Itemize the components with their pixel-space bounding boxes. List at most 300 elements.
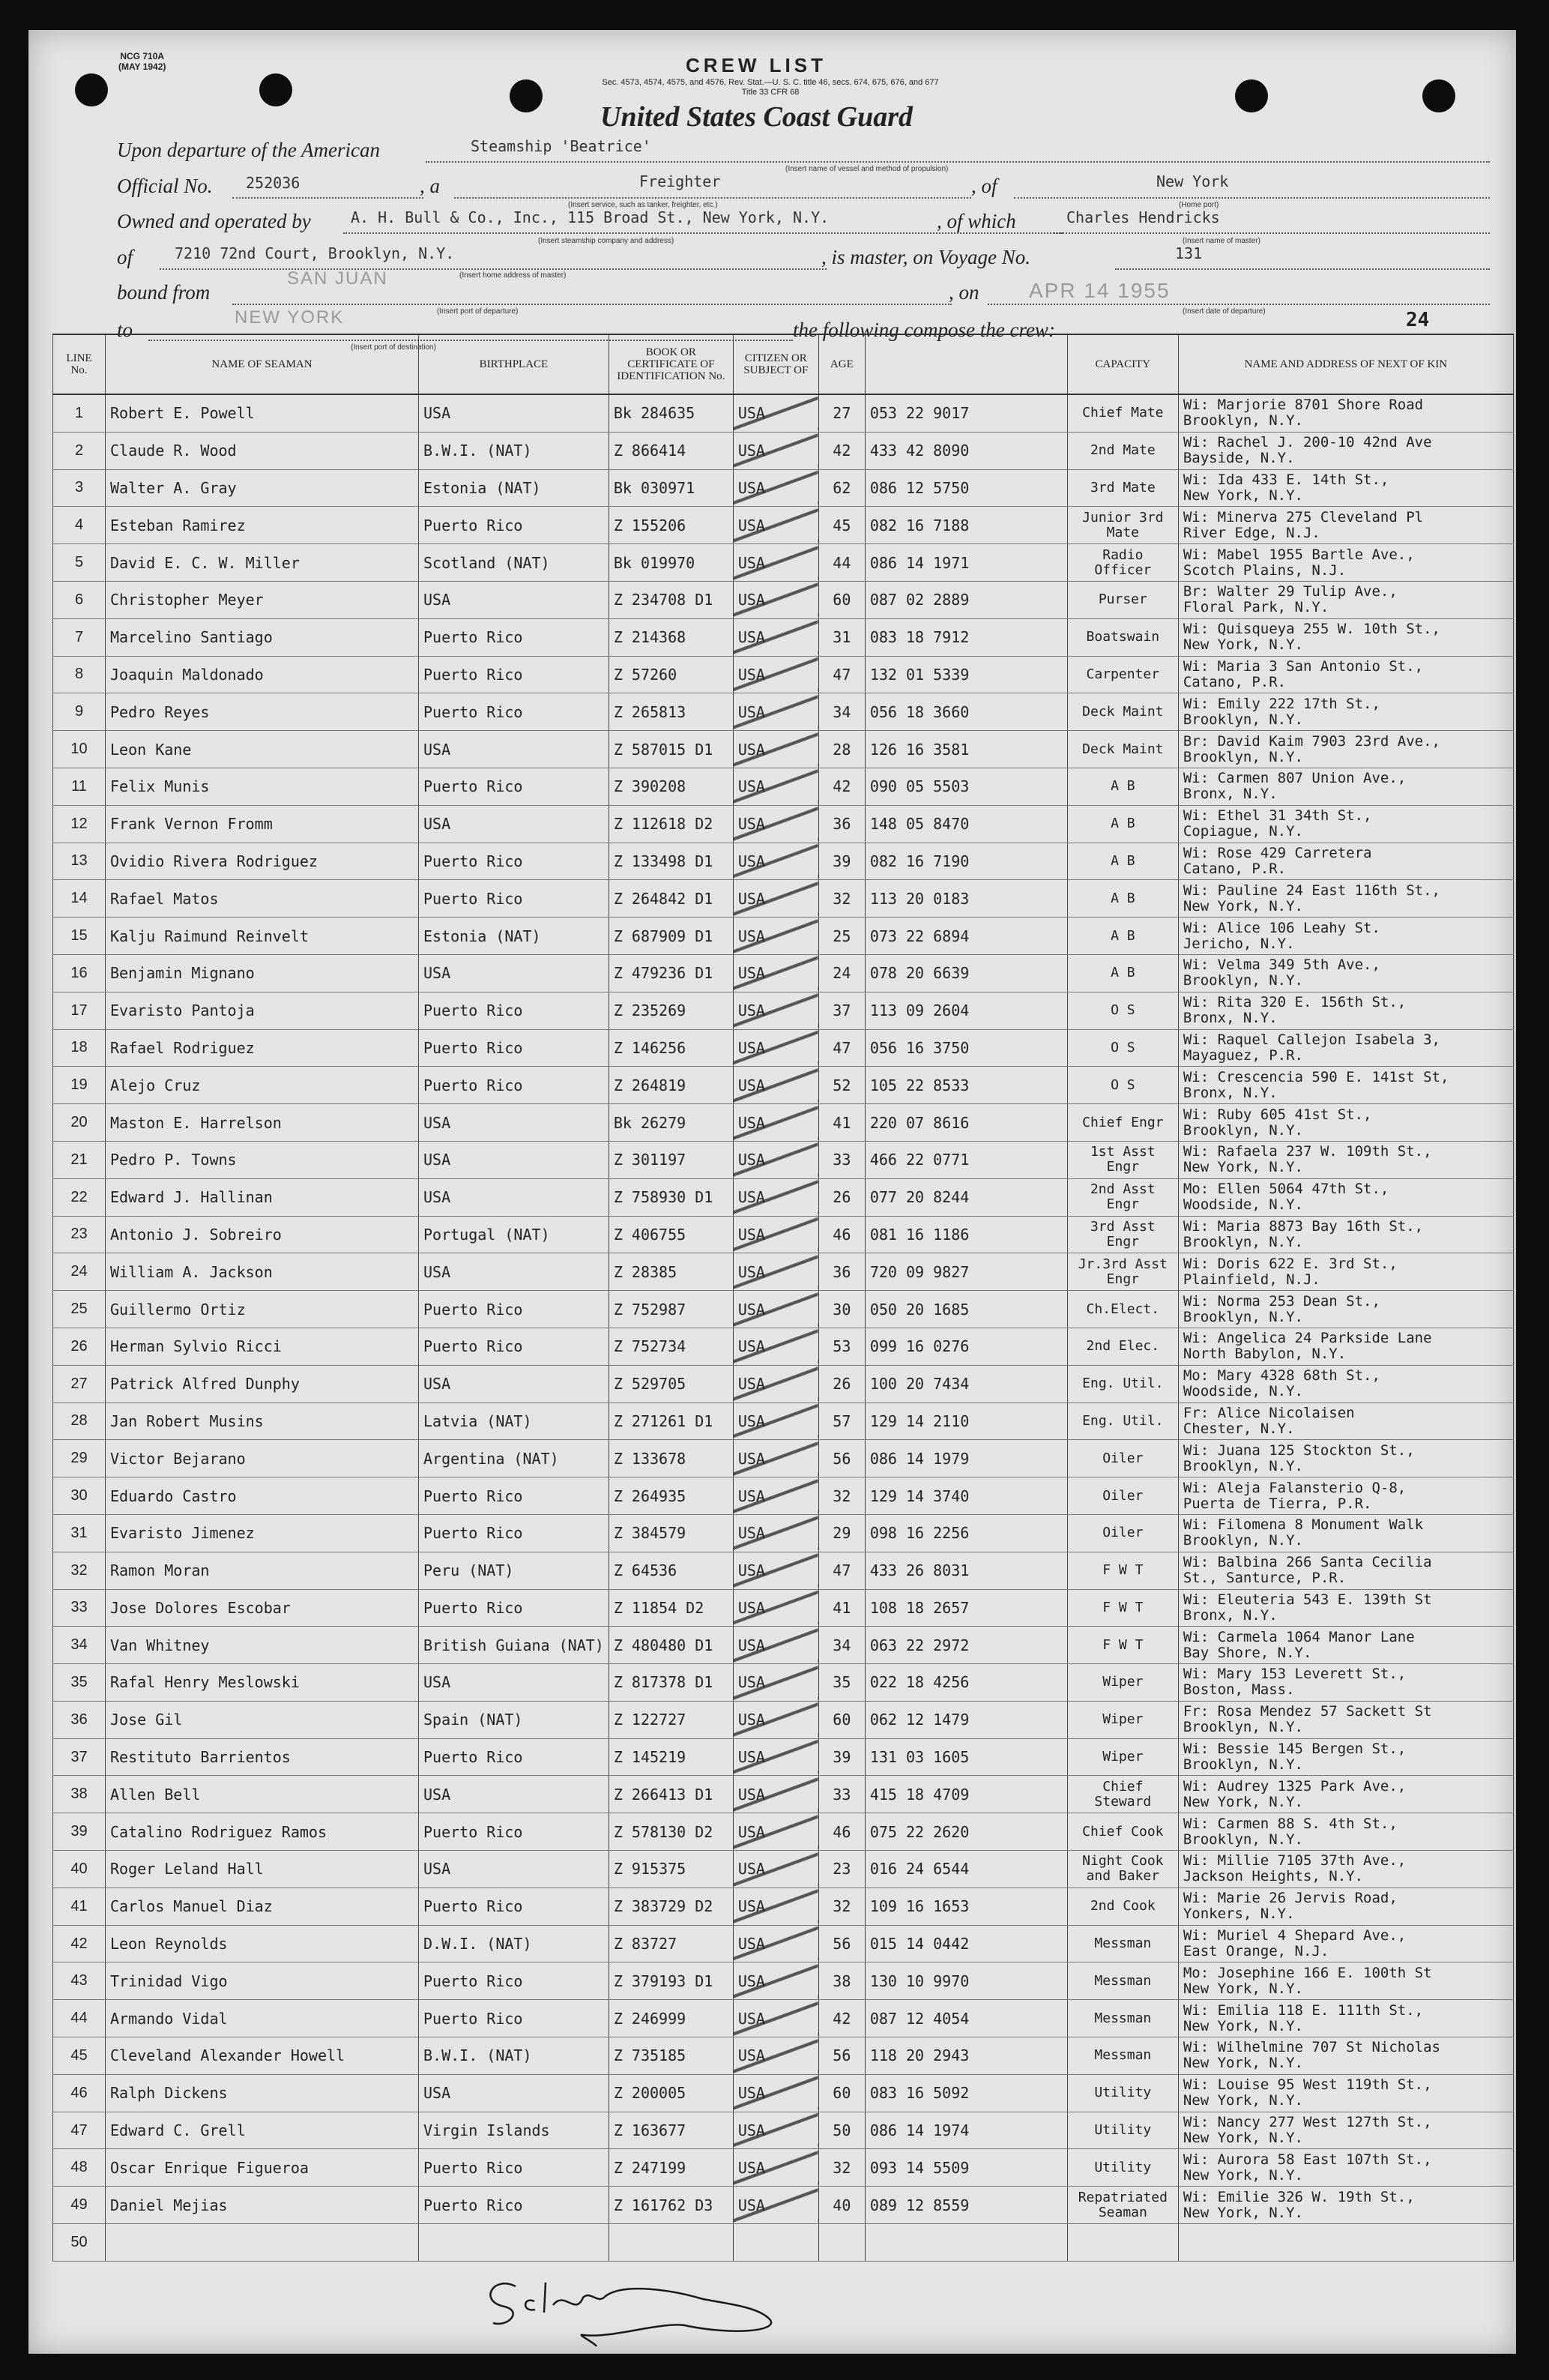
citizenship-cell: USA [733,2074,818,2112]
table-row [53,581,1514,618]
kin-name-line: Wi: Aurora 58 East 107th St., [1183,2151,1432,2168]
next-of-kin-cell [1178,1962,1513,2000]
next-of-kin-cell [1178,1291,1513,1328]
of-label: , of [971,175,997,197]
social-security-number-cell: 086 14 1979 [865,1440,1067,1477]
citizenship-cell: USA [733,954,818,992]
next-of-kin-cell [1178,1664,1513,1702]
seaman-name-cell: Evaristo Jimenez [106,1514,419,1552]
next-of-kin-cell [1178,507,1513,544]
age-cell: 32 [818,1477,865,1515]
book-number-cell: Z 752987 [609,1291,733,1328]
next-of-kin-cell [1178,693,1513,731]
capacity-cell: 1st Asst Engr [1067,1141,1178,1178]
line-number-cell: 18 [53,1029,106,1067]
capacity-cell: 3rd Asst Engr [1067,1216,1178,1253]
kin-name-line: Wi: Ethel 31 34th St., [1183,807,1372,825]
line-number-cell: 27 [53,1365,106,1403]
birthplace-cell: Puerto Rico [419,1291,609,1328]
birthplace-cell: Puerto Rico [419,843,609,880]
birthplace-cell: Latvia (NAT) [419,1403,609,1440]
kin-name-line: Wi: Mabel 1955 Bartle Ave., [1183,546,1415,563]
capacity-cell: 3rd Mate [1067,469,1178,507]
citizenship-cell: USA [733,469,818,507]
birthplace-cell: Peru (NAT) [419,1552,609,1589]
kin-address-line: New York, N.Y. [1183,897,1303,915]
line-number-cell: 14 [53,880,106,918]
social-security-number-cell: 086 12 5750 [865,469,1067,507]
kin-address-line: Yonkers, N.Y. [1183,1905,1295,1923]
col-age: AGE [818,334,865,394]
seaman-name-cell: Jose Gil [106,1701,419,1738]
age-cell: 33 [818,1141,865,1178]
table-row [53,1477,1514,1515]
next-of-kin-cell [1178,1552,1513,1589]
line-number-cell: 11 [53,768,106,805]
kin-address-line: Woodside, N.Y. [1183,1383,1303,1400]
kin-address-line: New York, N.Y. [1183,2130,1303,2147]
book-number-cell: Z 383729 D2 [609,1888,733,1925]
birthplace-cell: British Guiana (NAT) [419,1627,609,1664]
citizenship-cell: USA [733,2037,818,2075]
citizenship-cell: USA [733,1403,818,1440]
line-number-cell: 22 [53,1178,106,1216]
age-cell: 41 [818,1589,865,1627]
col-ssn [865,334,1067,394]
line-number-cell: 49 [53,2187,106,2224]
kin-address-line: New York, N.Y. [1183,1793,1303,1810]
field-line [1054,232,1490,234]
line-number-cell: 8 [53,656,106,693]
citizenship-cell: USA [733,693,818,731]
birthplace-cell: USA [419,581,609,618]
book-number-cell: Z 112618 D2 [609,805,733,843]
citizenship-cell: USA [733,1029,818,1067]
capacity-cell: A B [1067,768,1178,805]
age-cell: 27 [818,394,865,432]
seaman-name-cell: Kalju Raimund Reinvelt [106,918,419,955]
birthplace-cell: Puerto Rico [419,618,609,656]
social-security-number-cell: 086 14 1974 [865,2112,1067,2149]
seaman-name-cell: Ramon Moran [106,1552,419,1589]
line-number-cell: 7 [53,618,106,656]
line-number-cell: 50 [53,2224,106,2262]
bound-from-label: bound from [117,281,211,304]
line-number-cell: 47 [53,2112,106,2149]
seaman-name-cell: Carlos Manuel Diaz [106,1888,419,1925]
seaman-name-cell: Catalino Rodriguez Ramos [106,1813,419,1851]
kin-name-line: Br: Walter 29 Tulip Ave., [1183,583,1398,600]
kin-address-line: Bronx, N.Y. [1183,786,1278,803]
kin-address-line: St., Santurce, P.R. [1183,1570,1347,1587]
age-cell: 26 [818,1365,865,1403]
line-number-cell: 20 [53,1104,106,1142]
line-number-cell: 42 [53,1925,106,1962]
kin-address-line: New York, N.Y. [1183,1159,1303,1176]
capacity-cell: Junior 3rd Mate [1067,507,1178,544]
age-cell: 42 [818,768,865,805]
capacity-cell: Chief Mate [1067,394,1178,432]
kin-name-line: Wi: Rita 320 E. 156th St., [1183,994,1407,1011]
next-of-kin-cell [1178,1477,1513,1515]
social-security-number-cell: 099 16 0276 [865,1328,1067,1365]
kin-name-line: Mo: Josephine 166 E. 100th St [1183,1964,1432,1981]
book-number-cell: Z 200005 [609,2074,733,2112]
book-number-cell: Z 161762 D3 [609,2187,733,2224]
citizenship-cell: USA [733,1776,818,1813]
kin-address-line: Brooklyn, N.Y. [1183,1121,1303,1139]
citizenship-cell: USA [733,581,818,618]
capacity-cell: A B [1067,880,1178,918]
birthplace-cell: B.W.I. (NAT) [419,432,609,469]
form-date: (MAY 1942) [118,61,166,72]
birthplace-cell: USA [419,1253,609,1291]
capacity-cell: Deck Maint [1067,693,1178,731]
operating-company: A. H. Bull & Co., Inc., 115 Broad St., New York, N.Y. [351,208,830,226]
kin-name-line: Br: David Kaim 7903 23rd Ave., [1183,732,1440,750]
capacity-cell: Deck Maint [1067,731,1178,768]
seaman-name-cell: Eduardo Castro [106,1477,419,1515]
table-row [53,1701,1514,1738]
kin-name-line: Wi: Millie 7105 37th Ave., [1183,1852,1407,1870]
age-cell: 47 [818,1552,865,1589]
field-line [454,197,971,199]
age-cell: 36 [818,1253,865,1291]
book-number-cell: Bk 284635 [609,394,733,432]
col-name: NAME OF SEAMAN [106,334,419,394]
book-number-cell: Z 235269 [609,992,733,1029]
line-number-cell: 16 [53,954,106,992]
birthplace-cell: Portugal (NAT) [419,1216,609,1253]
social-security-number-cell: 090 05 5503 [865,768,1067,805]
birthplace-cell: Estonia (NAT) [419,469,609,507]
line-number-cell: 34 [53,1627,106,1664]
field-line [232,197,423,199]
seaman-name-cell: Leon Reynolds [106,1925,419,1962]
signature-stroke [490,2283,771,2346]
master-hint: (Insert name of master) [1183,237,1260,245]
citizenship-cell: USA [733,1851,818,1888]
kin-name-line: Wi: Minerva 275 Cleveland Pl [1183,508,1424,525]
seaman-name-cell: Pedro P. Towns [106,1141,419,1178]
citizenship-cell: USA [733,2000,818,2037]
age-cell [818,2224,865,2262]
social-security-number-cell: 433 26 8031 [865,1552,1067,1589]
age-cell: 52 [818,1067,865,1104]
age-cell: 60 [818,581,865,618]
table-row [53,1104,1514,1142]
citizenship-cell: USA [733,1627,818,1664]
kin-address-line: Brooklyn, N.Y. [1183,1532,1303,1549]
birthplace-cell: Puerto Rico [419,693,609,731]
official-no-label: Official No. [117,175,213,197]
social-security-number-cell: 109 16 1653 [865,1888,1067,1925]
citizenship-cell: USA [733,843,818,880]
capacity-cell: Messman [1067,2037,1178,2075]
book-number-cell: Z 83727 [609,1925,733,1962]
birthplace-cell: Puerto Rico [419,1589,609,1627]
next-of-kin-cell [1178,618,1513,656]
birthplace-cell: B.W.I. (NAT) [419,2037,609,2075]
kin-name-line: Wi: Doris 622 E. 3rd St., [1183,1255,1398,1272]
social-security-number-cell: 016 24 6544 [865,1851,1067,1888]
kin-address-line: Floral Park, N.Y. [1183,599,1329,616]
kin-address-line: Catano, P.R. [1183,673,1287,690]
kin-name-line: Wi: Mary 153 Leverett St., [1183,1666,1407,1683]
table-row [53,731,1514,768]
birthplace-cell [419,2224,609,2262]
statute-line-1: Sec. 4573, 4574, 4575, and 4576, Rev. Stat.—U. S. C. title 46, secs. 674, 675, 676, and 677 [602,78,939,87]
age-cell: 31 [818,618,865,656]
crew-list-document [28,30,1516,2354]
birthplace-cell: Puerto Rico [419,1514,609,1552]
line-number-cell: 19 [53,1067,106,1104]
table-row [53,1738,1514,1776]
book-number-cell: Z 234708 D1 [609,581,733,618]
birthplace-cell: Puerto Rico [419,2000,609,2037]
book-number-cell: Z 28385 [609,1253,733,1291]
seaman-name-cell: Joaquin Maldonado [106,656,419,693]
next-of-kin-cell [1178,731,1513,768]
next-of-kin-cell [1178,1104,1513,1142]
seaman-name-cell: Christopher Meyer [106,581,419,618]
crew-table-body [53,394,1514,2261]
kin-address-line: Copiague, N.Y. [1183,823,1303,840]
citizenship-cell: USA [733,1813,818,1851]
next-of-kin-cell [1178,880,1513,918]
line-number-cell: 24 [53,1253,106,1291]
line-number-cell: 12 [53,805,106,843]
book-number-cell: Z 264935 [609,1477,733,1515]
age-cell: 60 [818,1701,865,1738]
social-security-number-cell: 050 20 1685 [865,1291,1067,1328]
next-of-kin-cell [1178,1328,1513,1365]
line-number-cell: 32 [53,1552,106,1589]
birthplace-cell: USA [419,731,609,768]
birthplace-cell: USA [419,1851,609,1888]
next-of-kin-cell [1178,768,1513,805]
age-cell: 42 [818,432,865,469]
capacity-cell: 2nd Elec. [1067,1328,1178,1365]
social-security-number-cell: 086 14 1971 [865,544,1067,582]
kin-name-line: Wi: Ruby 605 41st St., [1183,1106,1372,1123]
citizenship-cell: USA [733,1291,818,1328]
citizenship-cell: USA [733,1178,818,1216]
capacity-cell: Utility [1067,2074,1178,2112]
social-security-number-cell: 132 01 5339 [865,656,1067,693]
next-of-kin-cell [1178,2000,1513,2037]
vessel-service: Freighter [639,172,721,190]
table-row [53,1813,1514,1851]
book-number-cell: Z 266413 D1 [609,1776,733,1813]
seaman-name-cell: Frank Vernon Fromm [106,805,419,843]
birthplace-cell: Puerto Rico [419,880,609,918]
seaman-name-cell: Leon Kane [106,731,419,768]
table-row [53,2187,1514,2224]
table-row [53,1589,1514,1627]
kin-address-line: Chester, N.Y. [1183,1420,1295,1437]
kin-address-line: Brooklyn, N.Y. [1183,1831,1303,1848]
age-cell: 45 [818,507,865,544]
citizenship-cell: USA [733,1328,818,1365]
capacity-cell: Chief Steward [1067,1776,1178,1813]
age-cell: 26 [818,1178,865,1216]
departure-label: Upon departure of the American [117,139,380,161]
age-cell: 32 [818,1888,865,1925]
table-row [53,805,1514,843]
kin-name-line: Wi: Pauline 24 East 116th St., [1183,882,1440,899]
age-cell: 38 [818,1962,865,2000]
line-number-cell: 3 [53,469,106,507]
age-cell: 37 [818,992,865,1029]
citizenship-cell: USA [733,618,818,656]
line-number-cell: 2 [53,432,106,469]
line-number-cell: 33 [53,1589,106,1627]
citizenship-cell: USA [733,1888,818,1925]
kin-name-line: Wi: Angelica 24 Parkside Lane [1183,1330,1432,1347]
social-security-number-cell: 078 20 6639 [865,954,1067,992]
line-number-cell: 48 [53,2149,106,2187]
next-of-kin-cell [1178,1813,1513,1851]
birthplace-cell: D.W.I. (NAT) [419,1925,609,1962]
book-number-cell: Z 122727 [609,1701,733,1738]
table-row [53,1776,1514,1813]
table-row [53,1178,1514,1216]
book-number-cell: Z 64536 [609,1552,733,1589]
capacity-cell: Repatriated Seaman [1067,2187,1178,2224]
kin-name-line: Wi: Muriel 4 Shepard Ave., [1183,1927,1407,1944]
departure-date-hint: (Insert date of departure) [1183,307,1266,316]
citizenship-cell: USA [733,394,818,432]
social-security-number-cell: 129 14 2110 [865,1403,1067,1440]
master-address: 7210 72nd Court, Brooklyn, N.Y. [175,244,455,262]
book-number-cell: Z 155206 [609,507,733,544]
table-row [53,2074,1514,2112]
next-of-kin-cell [1178,843,1513,880]
book-number-cell: Z 145219 [609,1738,733,1776]
kin-address-line: River Edge, N.J. [1183,524,1320,541]
next-of-kin-cell [1178,1253,1513,1291]
next-of-kin-cell [1178,918,1513,955]
to-label: to [117,319,133,341]
social-security-number-cell: 129 14 3740 [865,1477,1067,1515]
next-of-kin-cell [1178,2149,1513,2187]
book-number-cell: Z 146256 [609,1029,733,1067]
kin-address-line: New York, N.Y. [1183,2166,1303,2184]
kin-name-line: Wi: Emilie 326 W. 19th St., [1183,2188,1415,2205]
table-row [53,1067,1514,1104]
citizenship-cell: USA [733,1477,818,1515]
seaman-name-cell: Evaristo Pantoja [106,992,419,1029]
book-number-cell: Z 246999 [609,2000,733,2037]
social-security-number-cell: 148 05 8470 [865,805,1067,843]
birthplace-cell: USA [419,394,609,432]
book-number-cell: Z 817378 D1 [609,1664,733,1702]
kin-name-line: Wi: Crescencia 590 E. 141st St, [1183,1068,1449,1085]
seaman-name-cell: Claude R. Wood [106,432,419,469]
seaman-name-cell: Alejo Cruz [106,1067,419,1104]
age-cell: 32 [818,2149,865,2187]
citizenship-cell: USA [733,731,818,768]
social-security-number-cell: 466 22 0771 [865,1141,1067,1178]
table-row [53,1962,1514,2000]
seaman-name-cell: Daniel Mejias [106,2187,419,2224]
book-number-cell: Z 735185 [609,2037,733,2075]
birthplace-cell: Puerto Rico [419,656,609,693]
citizenship-cell: USA [733,1664,818,1702]
line-number-cell: 40 [53,1851,106,1888]
kin-name-line: Wi: Marie 26 Jervis Road, [1183,1890,1398,1907]
crew-count-annotation: 24 [1406,309,1430,331]
seaman-name-cell [106,2224,419,2262]
birthplace-cell: USA [419,1178,609,1216]
table-row [53,1664,1514,1702]
social-security-number-cell: 415 18 4709 [865,1776,1067,1813]
capacity-cell [1067,2224,1178,2262]
seaman-name-cell: Patrick Alfred Dunphy [106,1365,419,1403]
age-cell: 33 [818,1776,865,1813]
kin-address-line: Brooklyn, N.Y. [1183,1457,1303,1474]
age-cell: 34 [818,693,865,731]
seaman-name-cell: Ralph Dickens [106,2074,419,2112]
citizenship-cell: USA [733,1738,818,1776]
line-number-cell: 31 [53,1514,106,1552]
next-of-kin-cell [1178,954,1513,992]
kin-name-line: Wi: Nancy 277 West 127th St., [1183,2114,1432,2131]
capacity-cell: Radio Officer [1067,544,1178,582]
citizenship-cell: USA [733,2149,818,2187]
owned-label: Owned and operated by [117,210,311,232]
capacity-cell: O S [1067,992,1178,1029]
seaman-name-cell: Marcelino Santiago [106,618,419,656]
statute-reference [508,78,1033,97]
book-number-cell: Z 758930 D1 [609,1178,733,1216]
table-row [53,2149,1514,2187]
capacity-cell: 2nd Asst Engr [1067,1178,1178,1216]
line-number-cell: 6 [53,581,106,618]
field-line [1115,268,1490,270]
departure-port-hint: (Insert port of departure) [437,307,519,316]
next-of-kin-cell [1178,1738,1513,1776]
line-number-cell: 29 [53,1440,106,1477]
capacity-cell: Messman [1067,1962,1178,2000]
book-number-cell: Z 915375 [609,1851,733,1888]
table-row [53,1925,1514,1962]
social-security-number-cell: 081 16 1186 [865,1216,1067,1253]
kin-address-line: Boston, Mass. [1183,1681,1295,1699]
table-row [53,2037,1514,2075]
age-cell: 47 [818,656,865,693]
table-row [53,469,1514,507]
service-hint: (Insert service, such as tanker, freighter, etc.) [568,201,718,209]
line-number-cell: 46 [53,2074,106,2112]
citizenship-cell: USA [733,1104,818,1142]
kin-name-line: Mo: Ellen 5064 47th St., [1183,1181,1389,1198]
table-row [53,1851,1514,1888]
table-row [53,1365,1514,1403]
next-of-kin-cell [1178,432,1513,469]
book-number-cell: Z 529705 [609,1365,733,1403]
capacity-cell: Jr.3rd Asst Engr [1067,1253,1178,1291]
age-cell: 57 [818,1403,865,1440]
kin-name-line: Wi: Balbina 266 Santa Cecilia [1183,1554,1432,1571]
social-security-number-cell: 022 18 4256 [865,1664,1067,1702]
book-number-cell: Z 214368 [609,618,733,656]
seaman-name-cell: Rafal Henry Meslowski [106,1664,419,1702]
line-number-cell: 13 [53,843,106,880]
kin-address-line: New York, N.Y. [1183,636,1303,654]
next-of-kin-cell [1178,1365,1513,1403]
